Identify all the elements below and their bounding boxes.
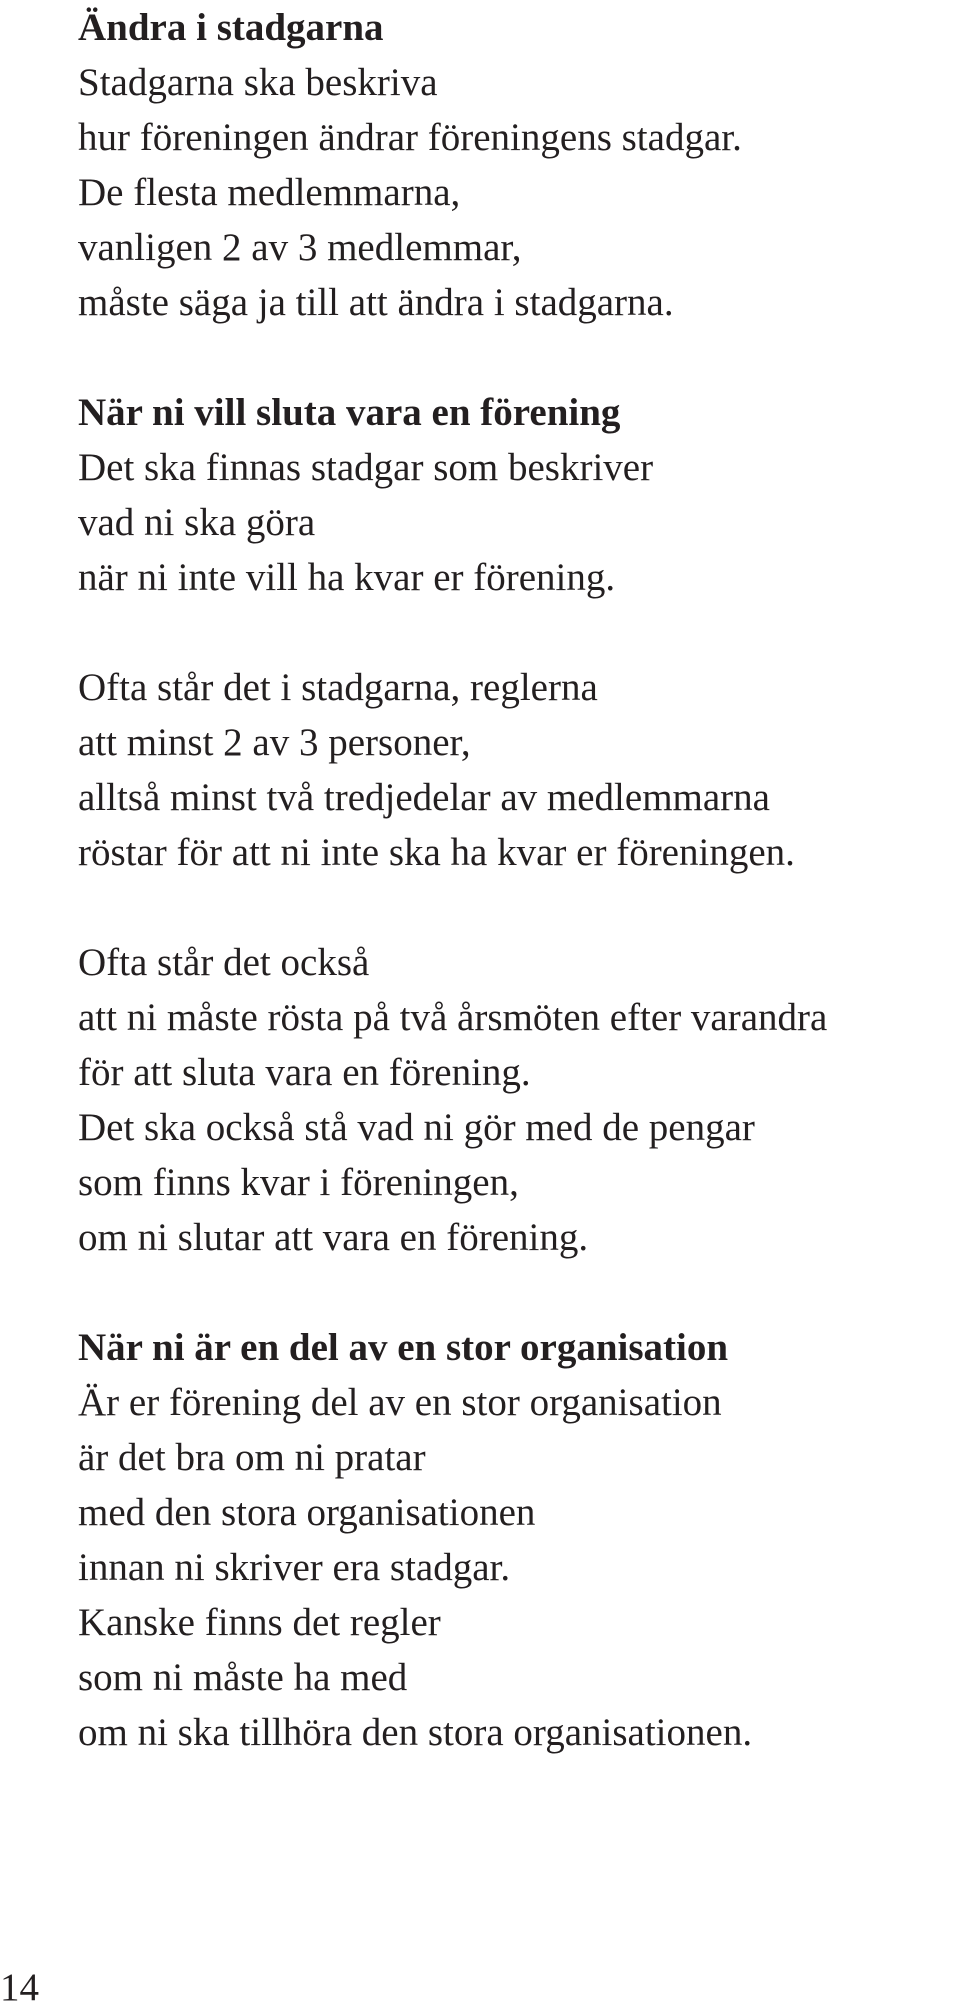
body-line: Ofta står det i stadgarna, reglerna (78, 666, 598, 709)
body-line: att minst 2 av 3 personer, (78, 721, 471, 764)
section-change-statutes (78, 0, 958, 330)
body-line: Ofta står det också (78, 941, 370, 984)
section-heading: När ni är en del av en stor organisation (78, 1326, 729, 1369)
section-heading: Ändra i stadgarna (78, 6, 384, 49)
body-line: innan ni skriver era stadgar. (78, 1546, 511, 1589)
body-line: hur föreningen ändrar föreningens stadgar. (78, 116, 742, 159)
body-line: när ni inte vill ha kvar er förening. (78, 556, 616, 599)
body-line: för att sluta vara en förening. (78, 1051, 531, 1094)
paragraph-two-meetings (78, 935, 958, 1265)
page-number: 14 (0, 1966, 39, 2009)
body-line: Kanske finns det regler (78, 1601, 441, 1644)
section-heading: När ni vill sluta vara en förening (78, 391, 621, 434)
body-line: måste säga ja till att ändra i stadgarna. (78, 281, 674, 324)
body-line: om ni slutar att vara en förening. (78, 1216, 589, 1259)
body-line: är det bra om ni pratar (78, 1436, 426, 1479)
body-line: De flesta medlemmarna, (78, 171, 461, 214)
body-line: vanligen 2 av 3 medlemmar, (78, 226, 522, 269)
section-end-association (78, 385, 958, 605)
body-line: som finns kvar i föreningen, (78, 1161, 519, 1204)
body-line: med den stora organisationen (78, 1491, 536, 1534)
body-line: som ni måste ha med (78, 1656, 408, 1699)
body-line: Är er förening del av en stor organisation (78, 1381, 722, 1424)
body-line: att ni måste rösta på två årsmöten efter varandra (78, 996, 828, 1039)
body-line: vad ni ska göra (78, 501, 316, 544)
body-line: om ni ska tillhöra den stora organisationen. (78, 1711, 753, 1754)
body-line: alltså minst två tredjedelar av medlemmarna (78, 776, 770, 819)
body-line: röstar för att ni inte ska ha kvar er föreningen. (78, 831, 795, 874)
paragraph-voting-rules (78, 660, 958, 880)
section-large-organisation (78, 1320, 958, 1760)
body-line: Det ska finnas stadgar som beskriver (78, 446, 654, 489)
body-line: Det ska också stå vad ni gör med de pengar (78, 1106, 755, 1149)
body-line: Stadgarna ska beskriva (78, 61, 438, 104)
